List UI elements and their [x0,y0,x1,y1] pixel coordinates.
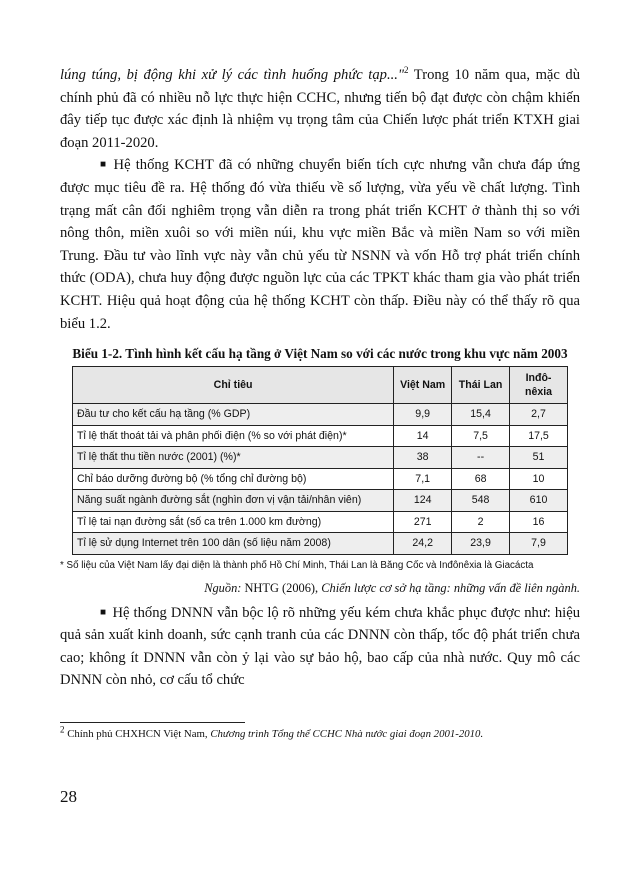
footnote [60,724,580,741]
intro-text: Trong 10 năm qua, mặc dù chính phủ đã có nhiều nỗ lực thực hiện CCHC, nhưng tiến bộ đạt được còn chậm khiến đây tiếp tục được xác định là nhiệm vụ trọng tâm của Chiến lược phát triển KTXH giai đoạn 2011-2020. [60,67,581,151]
cell-vietnam: 14 [394,425,452,447]
cell-vietnam: 9,9 [394,404,452,426]
row-indicator: Tỉ lệ sử dụng Internet trên 100 dân (số liệu năm 2008) [73,533,394,555]
cell-indonesia: 610 [510,490,568,512]
cell-thailand: 2 [452,511,510,533]
cell-vietnam: 7,1 [394,468,452,490]
header-indicator: Chỉ tiêu [73,367,394,404]
cell-thailand: 7,5 [452,425,510,447]
cell-thailand: 548 [452,490,510,512]
row-indicator: Đầu tư cho kết cấu hạ tầng (% GDP) [73,404,394,426]
table-row [73,425,568,447]
cell-indonesia: 2,7 [510,404,568,426]
row-indicator: Tỉ lệ thất thu tiền nước (2001) (%)* [73,447,394,469]
row-indicator: Chỉ báo dưỡng đường bộ (% tổng chỉ đường bộ) [73,468,394,490]
table-row [73,404,568,426]
table-header-row [73,367,568,404]
dnnn-text: Hệ thống DNNN vẫn bộc lộ rõ những yếu kém chưa khắc phục được như: hiệu quả sản xuất kinh doanh, sức cạnh tranh của các DNNN còn thấp, tốc độ phát triển chưa cao; không ít DNNN vẫn còn ỷ lại vào sự bảo hộ, bao cấp của nhà nước. Quy mô các DNNN còn nhỏ, cơ cấu tổ chức [60,604,581,689]
table-caption: Biểu 1-2. Tình hình kết cấu hạ tầng ở Việt Nam so với các nước trong khu vực năm 2003 [72,346,568,362]
table-note: * Số liệu của Việt Nam lấy đại diện là thành phố Hồ Chí Minh, Thái Lan là Băng Cốc và Inđônêxia là Giacácta [60,559,534,571]
table-row [73,447,568,469]
cell-thailand: 68 [452,468,510,490]
cell-vietnam: 38 [394,447,452,469]
row-indicator: Tỉ lệ tai nạn đường sắt (số ca trên 1.000 km đường) [73,511,394,533]
source-label: Nguồn: [204,580,242,595]
footnote-title: Chương trình Tổng thể CCHC Nhà nước giai đoạn 2001-2010. [210,728,484,740]
cell-indonesia: 10 [510,468,568,490]
cell-indonesia: 7,9 [510,533,568,555]
cell-thailand: -- [452,447,510,469]
cell-thailand: 15,4 [452,404,510,426]
cell-indonesia: 17,5 [510,425,568,447]
dnnn-paragraph [60,602,580,692]
row-indicator: Tỉ lệ thất thoát tải và phân phối điện (% so với phát điện)* [73,425,394,447]
intro-paragraph [60,64,580,154]
source-text: NHTG (2006), [241,580,322,595]
table-source [60,581,580,596]
cell-vietnam: 124 [394,490,452,512]
footnote-text: Chính phủ CHXHCN Việt Nam, [64,728,211,740]
intro-quote: lúng túng, bị động khi xử lý các tình huống phức tạp..." [60,67,405,83]
cell-indonesia: 16 [510,511,568,533]
table-row [73,511,568,533]
document-page [60,64,580,741]
infrastructure-table [72,366,568,555]
table-row [73,468,568,490]
cell-indonesia: 51 [510,447,568,469]
page-number: 28 [60,787,77,806]
footnote-ref[interactable]: 2 [404,65,409,76]
square-bullet-icon: ■ [100,159,108,171]
header-indonesia: Inđô-nêxia [510,367,568,404]
square-bullet-icon: ■ [100,606,107,618]
cell-vietnam: 24,2 [394,533,452,555]
table-row [73,490,568,512]
row-indicator: Năng suất ngành đường sắt (nghìn đơn vị vận tải/nhân viên) [73,490,394,512]
header-thailand: Thái Lan [452,367,510,404]
kcht-text: Hệ thống KCHT đã có những chuyển biến tích cực nhưng vẫn chưa đáp ứng được mục tiêu đề ra. Hệ thống đó vừa thiếu về số lượng, vừa yếu về chất lượng. Tình trạng mất cân đối nghiêm trọng vẫn diễn ra trong phát triển KCHT ở thành thị so với nông thôn, miền xuôi so với miền núi, khu vực miền Bắc và miền Nam so với miền Trung. Đầu tư vào lĩnh vực này vẫn chủ yếu từ NSNN và vốn Hỗ trợ phát triển chính thức (ODA), chưa huy động được nguồn lực của các TPKT khác tham gia vào phát triển KCHT. Hiệu quả hoạt động của hệ thống KCHT còn thấp. Điều này có thể thấy rõ qua biểu 1.2. [60,157,580,332]
kcht-paragraph [60,154,580,335]
footnote-divider [60,722,245,723]
table-row [73,533,568,555]
cell-vietnam: 271 [394,511,452,533]
cell-thailand: 23,9 [452,533,510,555]
source-title: Chiến lược cơ sở hạ tầng: những vấn đề liên ngành. [321,580,580,595]
footnote-number: 2 [60,724,65,735]
header-vietnam: Việt Nam [394,367,452,404]
